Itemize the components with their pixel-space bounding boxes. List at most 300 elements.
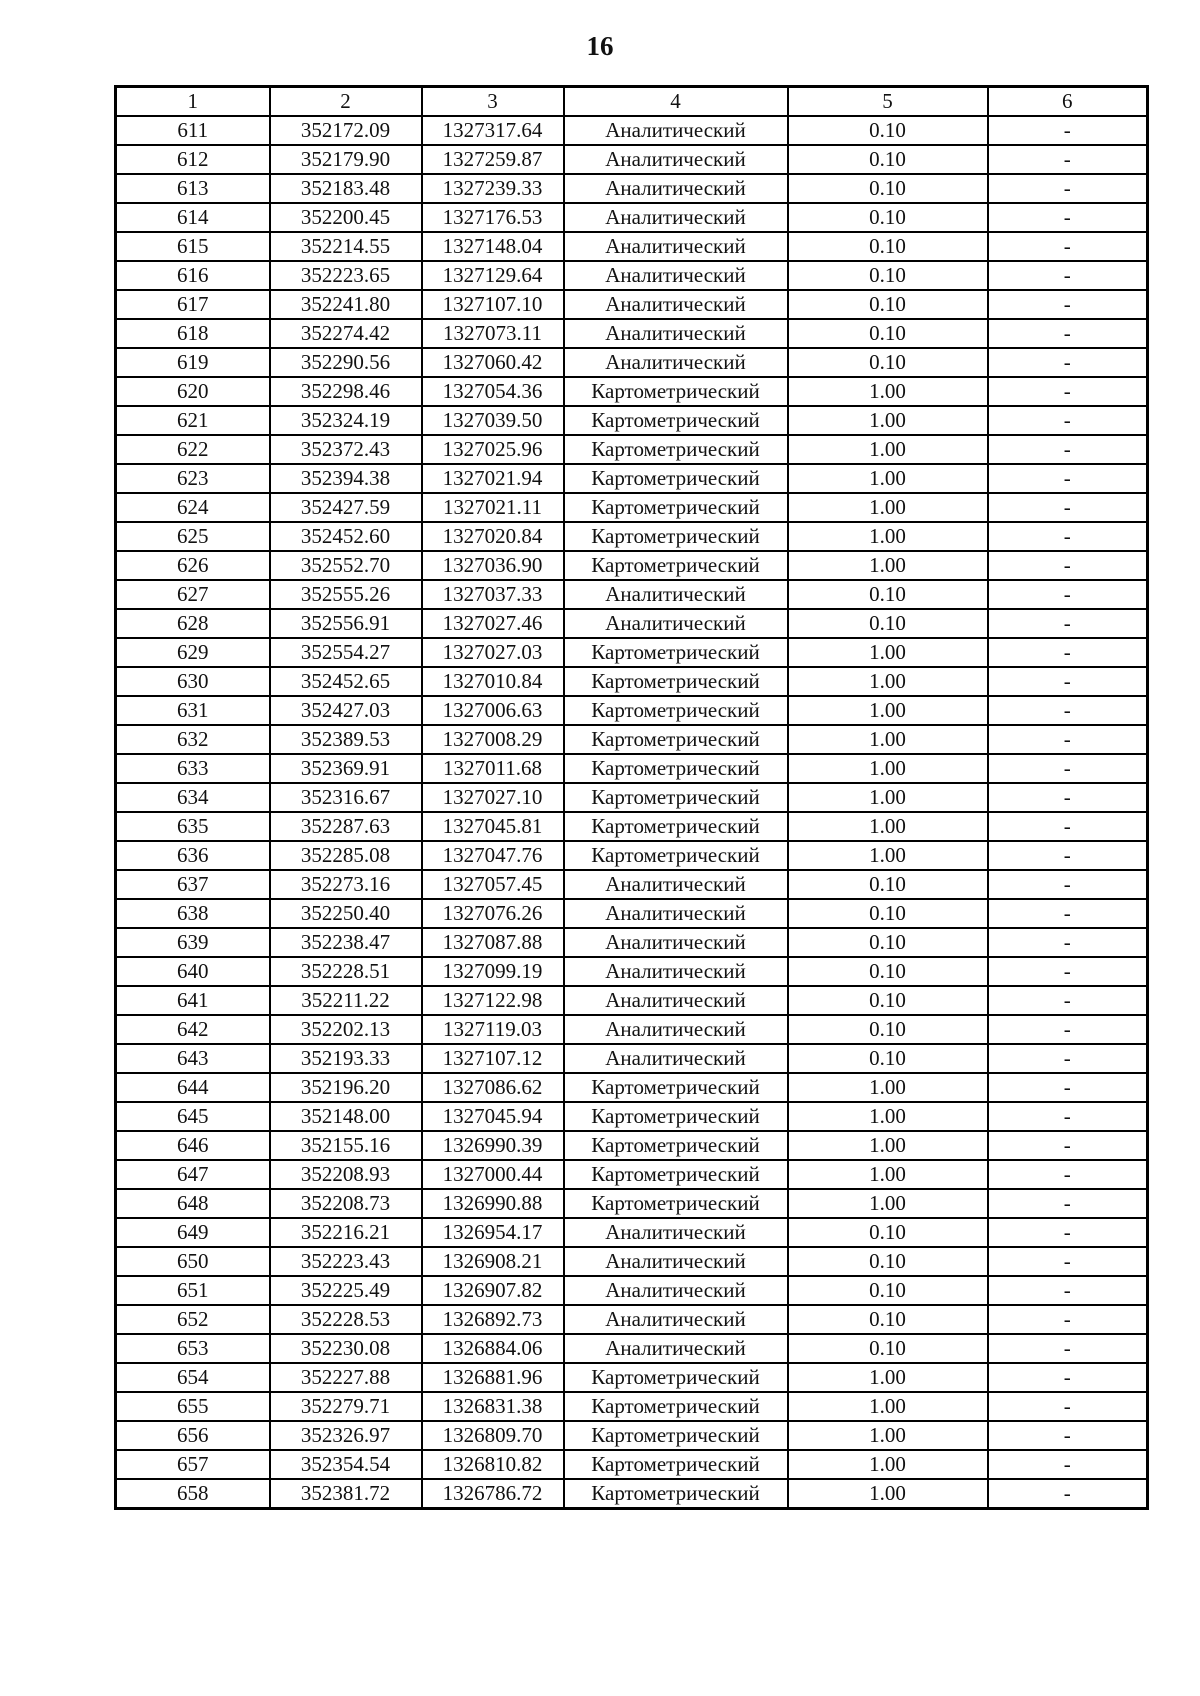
- note-cell: -: [988, 1044, 1148, 1073]
- accuracy-cell: 1.00: [788, 1421, 988, 1450]
- method-cell: Аналитический: [564, 203, 788, 232]
- note-cell: -: [988, 1131, 1148, 1160]
- y-coordinate-cell: 1326990.88: [422, 1189, 564, 1218]
- point-number-cell: 627: [116, 580, 270, 609]
- accuracy-cell: 1.00: [788, 812, 988, 841]
- y-coordinate-cell: 1327119.03: [422, 1015, 564, 1044]
- x-coordinate-cell: 352230.08: [270, 1334, 422, 1363]
- note-cell: -: [988, 551, 1148, 580]
- y-coordinate-cell: 1327176.53: [422, 203, 564, 232]
- table-row: [116, 232, 1148, 261]
- method-cell: Картометрический: [564, 1363, 788, 1392]
- accuracy-cell: 1.00: [788, 493, 988, 522]
- table-row: [116, 464, 1148, 493]
- point-number-cell: 617: [116, 290, 270, 319]
- method-cell: Аналитический: [564, 348, 788, 377]
- column-header-3: 3: [422, 87, 564, 117]
- method-cell: Аналитический: [564, 1276, 788, 1305]
- x-coordinate-cell: 352148.00: [270, 1102, 422, 1131]
- table-row: [116, 145, 1148, 174]
- accuracy-cell: 1.00: [788, 1189, 988, 1218]
- y-coordinate-cell: 1327021.11: [422, 493, 564, 522]
- point-number-cell: 624: [116, 493, 270, 522]
- method-cell: Картометрический: [564, 1479, 788, 1509]
- note-cell: -: [988, 261, 1148, 290]
- y-coordinate-cell: 1327020.84: [422, 522, 564, 551]
- y-coordinate-cell: 1326809.70: [422, 1421, 564, 1450]
- note-cell: -: [988, 754, 1148, 783]
- point-number-cell: 635: [116, 812, 270, 841]
- y-coordinate-cell: 1326908.21: [422, 1247, 564, 1276]
- point-number-cell: 654: [116, 1363, 270, 1392]
- point-number-cell: 648: [116, 1189, 270, 1218]
- method-cell: Картометрический: [564, 1450, 788, 1479]
- x-coordinate-cell: 352228.51: [270, 957, 422, 986]
- note-cell: -: [988, 1015, 1148, 1044]
- x-coordinate-cell: 352155.16: [270, 1131, 422, 1160]
- accuracy-cell: 1.00: [788, 1102, 988, 1131]
- x-coordinate-cell: 352556.91: [270, 609, 422, 638]
- accuracy-cell: 0.10: [788, 319, 988, 348]
- point-number-cell: 631: [116, 696, 270, 725]
- x-coordinate-cell: 352316.67: [270, 783, 422, 812]
- note-cell: -: [988, 145, 1148, 174]
- note-cell: -: [988, 899, 1148, 928]
- point-number-cell: 646: [116, 1131, 270, 1160]
- x-coordinate-cell: 352216.21: [270, 1218, 422, 1247]
- y-coordinate-cell: 1327037.33: [422, 580, 564, 609]
- y-coordinate-cell: 1327025.96: [422, 435, 564, 464]
- x-coordinate-cell: 352324.19: [270, 406, 422, 435]
- point-number-cell: 640: [116, 957, 270, 986]
- x-coordinate-cell: 352208.73: [270, 1189, 422, 1218]
- accuracy-cell: 1.00: [788, 1073, 988, 1102]
- point-number-cell: 626: [116, 551, 270, 580]
- y-coordinate-cell: 1327076.26: [422, 899, 564, 928]
- y-coordinate-cell: 1327008.29: [422, 725, 564, 754]
- table-row: [116, 1363, 1148, 1392]
- point-number-cell: 658: [116, 1479, 270, 1509]
- x-coordinate-cell: 352287.63: [270, 812, 422, 841]
- method-cell: Аналитический: [564, 261, 788, 290]
- accuracy-cell: 0.10: [788, 261, 988, 290]
- x-coordinate-cell: 352427.03: [270, 696, 422, 725]
- x-coordinate-cell: 352225.49: [270, 1276, 422, 1305]
- note-cell: -: [988, 783, 1148, 812]
- y-coordinate-cell: 1327099.19: [422, 957, 564, 986]
- y-coordinate-cell: 1327073.11: [422, 319, 564, 348]
- method-cell: Картометрический: [564, 1073, 788, 1102]
- accuracy-cell: 0.10: [788, 232, 988, 261]
- method-cell: Картометрический: [564, 1131, 788, 1160]
- table-row: [116, 841, 1148, 870]
- accuracy-cell: 1.00: [788, 667, 988, 696]
- x-coordinate-cell: 352552.70: [270, 551, 422, 580]
- table-row: [116, 1160, 1148, 1189]
- point-number-cell: 651: [116, 1276, 270, 1305]
- column-header-5: 5: [788, 87, 988, 117]
- point-number-cell: 616: [116, 261, 270, 290]
- x-coordinate-cell: 352228.53: [270, 1305, 422, 1334]
- note-cell: -: [988, 116, 1148, 145]
- y-coordinate-cell: 1326881.96: [422, 1363, 564, 1392]
- table-row: [116, 348, 1148, 377]
- table-body: [116, 87, 1148, 1509]
- y-coordinate-cell: 1327054.36: [422, 377, 564, 406]
- accuracy-cell: 0.10: [788, 1247, 988, 1276]
- note-cell: -: [988, 870, 1148, 899]
- x-coordinate-cell: 352193.33: [270, 1044, 422, 1073]
- accuracy-cell: 1.00: [788, 1392, 988, 1421]
- accuracy-cell: 0.10: [788, 928, 988, 957]
- note-cell: -: [988, 638, 1148, 667]
- method-cell: Картометрический: [564, 1160, 788, 1189]
- note-cell: -: [988, 957, 1148, 986]
- accuracy-cell: 1.00: [788, 754, 988, 783]
- point-number-cell: 612: [116, 145, 270, 174]
- y-coordinate-cell: 1327027.10: [422, 783, 564, 812]
- method-cell: Картометрический: [564, 406, 788, 435]
- point-number-cell: 633: [116, 754, 270, 783]
- note-cell: -: [988, 609, 1148, 638]
- table-row: [116, 783, 1148, 812]
- accuracy-cell: 1.00: [788, 522, 988, 551]
- note-cell: -: [988, 522, 1148, 551]
- point-number-cell: 652: [116, 1305, 270, 1334]
- method-cell: Картометрический: [564, 1392, 788, 1421]
- table-row: [116, 116, 1148, 145]
- point-number-cell: 650: [116, 1247, 270, 1276]
- note-cell: -: [988, 580, 1148, 609]
- method-cell: Аналитический: [564, 1334, 788, 1363]
- accuracy-cell: 1.00: [788, 841, 988, 870]
- y-coordinate-cell: 1326884.06: [422, 1334, 564, 1363]
- y-coordinate-cell: 1326810.82: [422, 1450, 564, 1479]
- note-cell: -: [988, 232, 1148, 261]
- table-row: [116, 812, 1148, 841]
- point-number-cell: 649: [116, 1218, 270, 1247]
- table-row: [116, 1044, 1148, 1073]
- table-row: [116, 667, 1148, 696]
- note-cell: -: [988, 464, 1148, 493]
- table-row: [116, 493, 1148, 522]
- y-coordinate-cell: 1326892.73: [422, 1305, 564, 1334]
- column-header-1: 1: [116, 87, 270, 117]
- accuracy-cell: 0.10: [788, 1015, 988, 1044]
- point-number-cell: 614: [116, 203, 270, 232]
- table-row: [116, 203, 1148, 232]
- accuracy-cell: 0.10: [788, 1334, 988, 1363]
- point-number-cell: 621: [116, 406, 270, 435]
- note-cell: -: [988, 174, 1148, 203]
- y-coordinate-cell: 1327057.45: [422, 870, 564, 899]
- table-row: [116, 174, 1148, 203]
- x-coordinate-cell: 352238.47: [270, 928, 422, 957]
- y-coordinate-cell: 1327122.98: [422, 986, 564, 1015]
- x-coordinate-cell: 352427.59: [270, 493, 422, 522]
- table-row: [116, 551, 1148, 580]
- note-cell: -: [988, 1305, 1148, 1334]
- y-coordinate-cell: 1327060.42: [422, 348, 564, 377]
- accuracy-cell: 1.00: [788, 406, 988, 435]
- x-coordinate-cell: 352202.13: [270, 1015, 422, 1044]
- x-coordinate-cell: 352250.40: [270, 899, 422, 928]
- accuracy-cell: 0.10: [788, 957, 988, 986]
- table-row: [116, 638, 1148, 667]
- y-coordinate-cell: 1327107.10: [422, 290, 564, 319]
- method-cell: Картометрический: [564, 754, 788, 783]
- y-coordinate-cell: 1327148.04: [422, 232, 564, 261]
- x-coordinate-cell: 352274.42: [270, 319, 422, 348]
- method-cell: Картометрический: [564, 841, 788, 870]
- table-row: [116, 1305, 1148, 1334]
- x-coordinate-cell: 352179.90: [270, 145, 422, 174]
- x-coordinate-cell: 352452.60: [270, 522, 422, 551]
- page-number: 16: [586, 31, 614, 61]
- x-coordinate-cell: 352298.46: [270, 377, 422, 406]
- method-cell: Аналитический: [564, 580, 788, 609]
- x-coordinate-cell: 352381.72: [270, 1479, 422, 1509]
- point-number-cell: 634: [116, 783, 270, 812]
- method-cell: Картометрический: [564, 377, 788, 406]
- method-cell: Картометрический: [564, 783, 788, 812]
- accuracy-cell: 0.10: [788, 609, 988, 638]
- x-coordinate-cell: 352241.80: [270, 290, 422, 319]
- accuracy-cell: 1.00: [788, 638, 988, 667]
- point-number-cell: 620: [116, 377, 270, 406]
- table-row: [116, 1334, 1148, 1363]
- note-cell: -: [988, 493, 1148, 522]
- point-number-cell: 644: [116, 1073, 270, 1102]
- table-row: [116, 1276, 1148, 1305]
- x-coordinate-cell: 352200.45: [270, 203, 422, 232]
- method-cell: Картометрический: [564, 493, 788, 522]
- y-coordinate-cell: 1327087.88: [422, 928, 564, 957]
- method-cell: Аналитический: [564, 1305, 788, 1334]
- y-coordinate-cell: 1327317.64: [422, 116, 564, 145]
- accuracy-cell: 0.10: [788, 986, 988, 1015]
- note-cell: -: [988, 841, 1148, 870]
- accuracy-cell: 0.10: [788, 1276, 988, 1305]
- accuracy-cell: 1.00: [788, 1450, 988, 1479]
- method-cell: Аналитический: [564, 1247, 788, 1276]
- point-number-cell: 645: [116, 1102, 270, 1131]
- y-coordinate-cell: 1327239.33: [422, 174, 564, 203]
- method-cell: Аналитический: [564, 174, 788, 203]
- point-number-cell: 622: [116, 435, 270, 464]
- accuracy-cell: 0.10: [788, 1305, 988, 1334]
- note-cell: -: [988, 986, 1148, 1015]
- y-coordinate-cell: 1327036.90: [422, 551, 564, 580]
- accuracy-cell: 0.10: [788, 580, 988, 609]
- note-cell: -: [988, 1363, 1148, 1392]
- note-cell: -: [988, 812, 1148, 841]
- x-coordinate-cell: 352555.26: [270, 580, 422, 609]
- table-row: [116, 1392, 1148, 1421]
- x-coordinate-cell: 352196.20: [270, 1073, 422, 1102]
- method-cell: Картометрический: [564, 638, 788, 667]
- y-coordinate-cell: 1327027.03: [422, 638, 564, 667]
- x-coordinate-cell: 352214.55: [270, 232, 422, 261]
- method-cell: Картометрический: [564, 551, 788, 580]
- table-row: [116, 870, 1148, 899]
- table-row: [116, 725, 1148, 754]
- note-cell: -: [988, 1102, 1148, 1131]
- accuracy-cell: 1.00: [788, 1160, 988, 1189]
- method-cell: Картометрический: [564, 812, 788, 841]
- x-coordinate-cell: 352394.38: [270, 464, 422, 493]
- point-number-cell: 636: [116, 841, 270, 870]
- note-cell: -: [988, 696, 1148, 725]
- x-coordinate-cell: 352208.93: [270, 1160, 422, 1189]
- column-header-6: 6: [988, 87, 1148, 117]
- y-coordinate-cell: 1326990.39: [422, 1131, 564, 1160]
- method-cell: Картометрический: [564, 667, 788, 696]
- y-coordinate-cell: 1327000.44: [422, 1160, 564, 1189]
- note-cell: -: [988, 1450, 1148, 1479]
- method-cell: Картометрический: [564, 1102, 788, 1131]
- x-coordinate-cell: 352372.43: [270, 435, 422, 464]
- point-number-cell: 653: [116, 1334, 270, 1363]
- method-cell: Аналитический: [564, 609, 788, 638]
- accuracy-cell: 1.00: [788, 551, 988, 580]
- method-cell: Картометрический: [564, 725, 788, 754]
- note-cell: -: [988, 435, 1148, 464]
- accuracy-cell: 1.00: [788, 464, 988, 493]
- x-coordinate-cell: 352285.08: [270, 841, 422, 870]
- point-number-cell: 613: [116, 174, 270, 203]
- x-coordinate-cell: 352223.65: [270, 261, 422, 290]
- table-row: [116, 754, 1148, 783]
- table-row: [116, 406, 1148, 435]
- method-cell: Аналитический: [564, 1044, 788, 1073]
- point-number-cell: 619: [116, 348, 270, 377]
- method-cell: Аналитический: [564, 145, 788, 174]
- table-row: [116, 696, 1148, 725]
- table-row: [116, 1015, 1148, 1044]
- x-coordinate-cell: 352369.91: [270, 754, 422, 783]
- note-cell: -: [988, 928, 1148, 957]
- x-coordinate-cell: 352354.54: [270, 1450, 422, 1479]
- note-cell: -: [988, 1421, 1148, 1450]
- x-coordinate-cell: 352290.56: [270, 348, 422, 377]
- table-row: [116, 435, 1148, 464]
- table-row: [116, 290, 1148, 319]
- table-row: [116, 1131, 1148, 1160]
- accuracy-cell: 0.10: [788, 116, 988, 145]
- table-row: [116, 522, 1148, 551]
- table-row: [116, 1450, 1148, 1479]
- x-coordinate-cell: 352326.97: [270, 1421, 422, 1450]
- x-coordinate-cell: 352273.16: [270, 870, 422, 899]
- point-number-cell: 618: [116, 319, 270, 348]
- y-coordinate-cell: 1327039.50: [422, 406, 564, 435]
- coordinates-table: [114, 85, 1149, 1510]
- x-coordinate-cell: 352183.48: [270, 174, 422, 203]
- accuracy-cell: 0.10: [788, 899, 988, 928]
- x-coordinate-cell: 352172.09: [270, 116, 422, 145]
- note-cell: -: [988, 406, 1148, 435]
- method-cell: Аналитический: [564, 899, 788, 928]
- accuracy-cell: 1.00: [788, 1479, 988, 1509]
- y-coordinate-cell: 1327129.64: [422, 261, 564, 290]
- y-coordinate-cell: 1327086.62: [422, 1073, 564, 1102]
- x-coordinate-cell: 352211.22: [270, 986, 422, 1015]
- method-cell: Аналитический: [564, 1218, 788, 1247]
- point-number-cell: 656: [116, 1421, 270, 1450]
- y-coordinate-cell: 1326831.38: [422, 1392, 564, 1421]
- accuracy-cell: 1.00: [788, 725, 988, 754]
- method-cell: Аналитический: [564, 928, 788, 957]
- y-coordinate-cell: 1326786.72: [422, 1479, 564, 1509]
- accuracy-cell: 0.10: [788, 145, 988, 174]
- note-cell: -: [988, 1276, 1148, 1305]
- accuracy-cell: 1.00: [788, 783, 988, 812]
- column-header-4: 4: [564, 87, 788, 117]
- y-coordinate-cell: 1327045.81: [422, 812, 564, 841]
- accuracy-cell: 1.00: [788, 377, 988, 406]
- table-row: [116, 1073, 1148, 1102]
- note-cell: -: [988, 348, 1148, 377]
- table-row: [116, 1102, 1148, 1131]
- table-header-row: [116, 87, 1148, 117]
- table-row: [116, 928, 1148, 957]
- accuracy-cell: 0.10: [788, 174, 988, 203]
- x-coordinate-cell: 352452.65: [270, 667, 422, 696]
- y-coordinate-cell: 1327259.87: [422, 145, 564, 174]
- y-coordinate-cell: 1327047.76: [422, 841, 564, 870]
- accuracy-cell: 0.10: [788, 203, 988, 232]
- method-cell: Картометрический: [564, 522, 788, 551]
- table-row: [116, 1218, 1148, 1247]
- note-cell: -: [988, 1189, 1148, 1218]
- point-number-cell: 623: [116, 464, 270, 493]
- table-row: [116, 580, 1148, 609]
- point-number-cell: 625: [116, 522, 270, 551]
- note-cell: -: [988, 1160, 1148, 1189]
- y-coordinate-cell: 1327021.94: [422, 464, 564, 493]
- x-coordinate-cell: 352389.53: [270, 725, 422, 754]
- table-row: [116, 377, 1148, 406]
- note-cell: -: [988, 1334, 1148, 1363]
- note-cell: -: [988, 203, 1148, 232]
- y-coordinate-cell: 1327011.68: [422, 754, 564, 783]
- x-coordinate-cell: 352227.88: [270, 1363, 422, 1392]
- table-row: [116, 1247, 1148, 1276]
- table-row: [116, 319, 1148, 348]
- method-cell: Картометрический: [564, 464, 788, 493]
- y-coordinate-cell: 1327107.12: [422, 1044, 564, 1073]
- table-row: [116, 1421, 1148, 1450]
- accuracy-cell: 1.00: [788, 1363, 988, 1392]
- method-cell: Аналитический: [564, 870, 788, 899]
- table-row: [116, 986, 1148, 1015]
- method-cell: Аналитический: [564, 290, 788, 319]
- method-cell: Картометрический: [564, 1189, 788, 1218]
- note-cell: -: [988, 1218, 1148, 1247]
- accuracy-cell: 1.00: [788, 1131, 988, 1160]
- table-row: [116, 609, 1148, 638]
- accuracy-cell: 1.00: [788, 435, 988, 464]
- method-cell: Аналитический: [564, 957, 788, 986]
- x-coordinate-cell: 352554.27: [270, 638, 422, 667]
- point-number-cell: 615: [116, 232, 270, 261]
- note-cell: -: [988, 290, 1148, 319]
- note-cell: -: [988, 1479, 1148, 1509]
- method-cell: Аналитический: [564, 319, 788, 348]
- note-cell: -: [988, 377, 1148, 406]
- point-number-cell: 629: [116, 638, 270, 667]
